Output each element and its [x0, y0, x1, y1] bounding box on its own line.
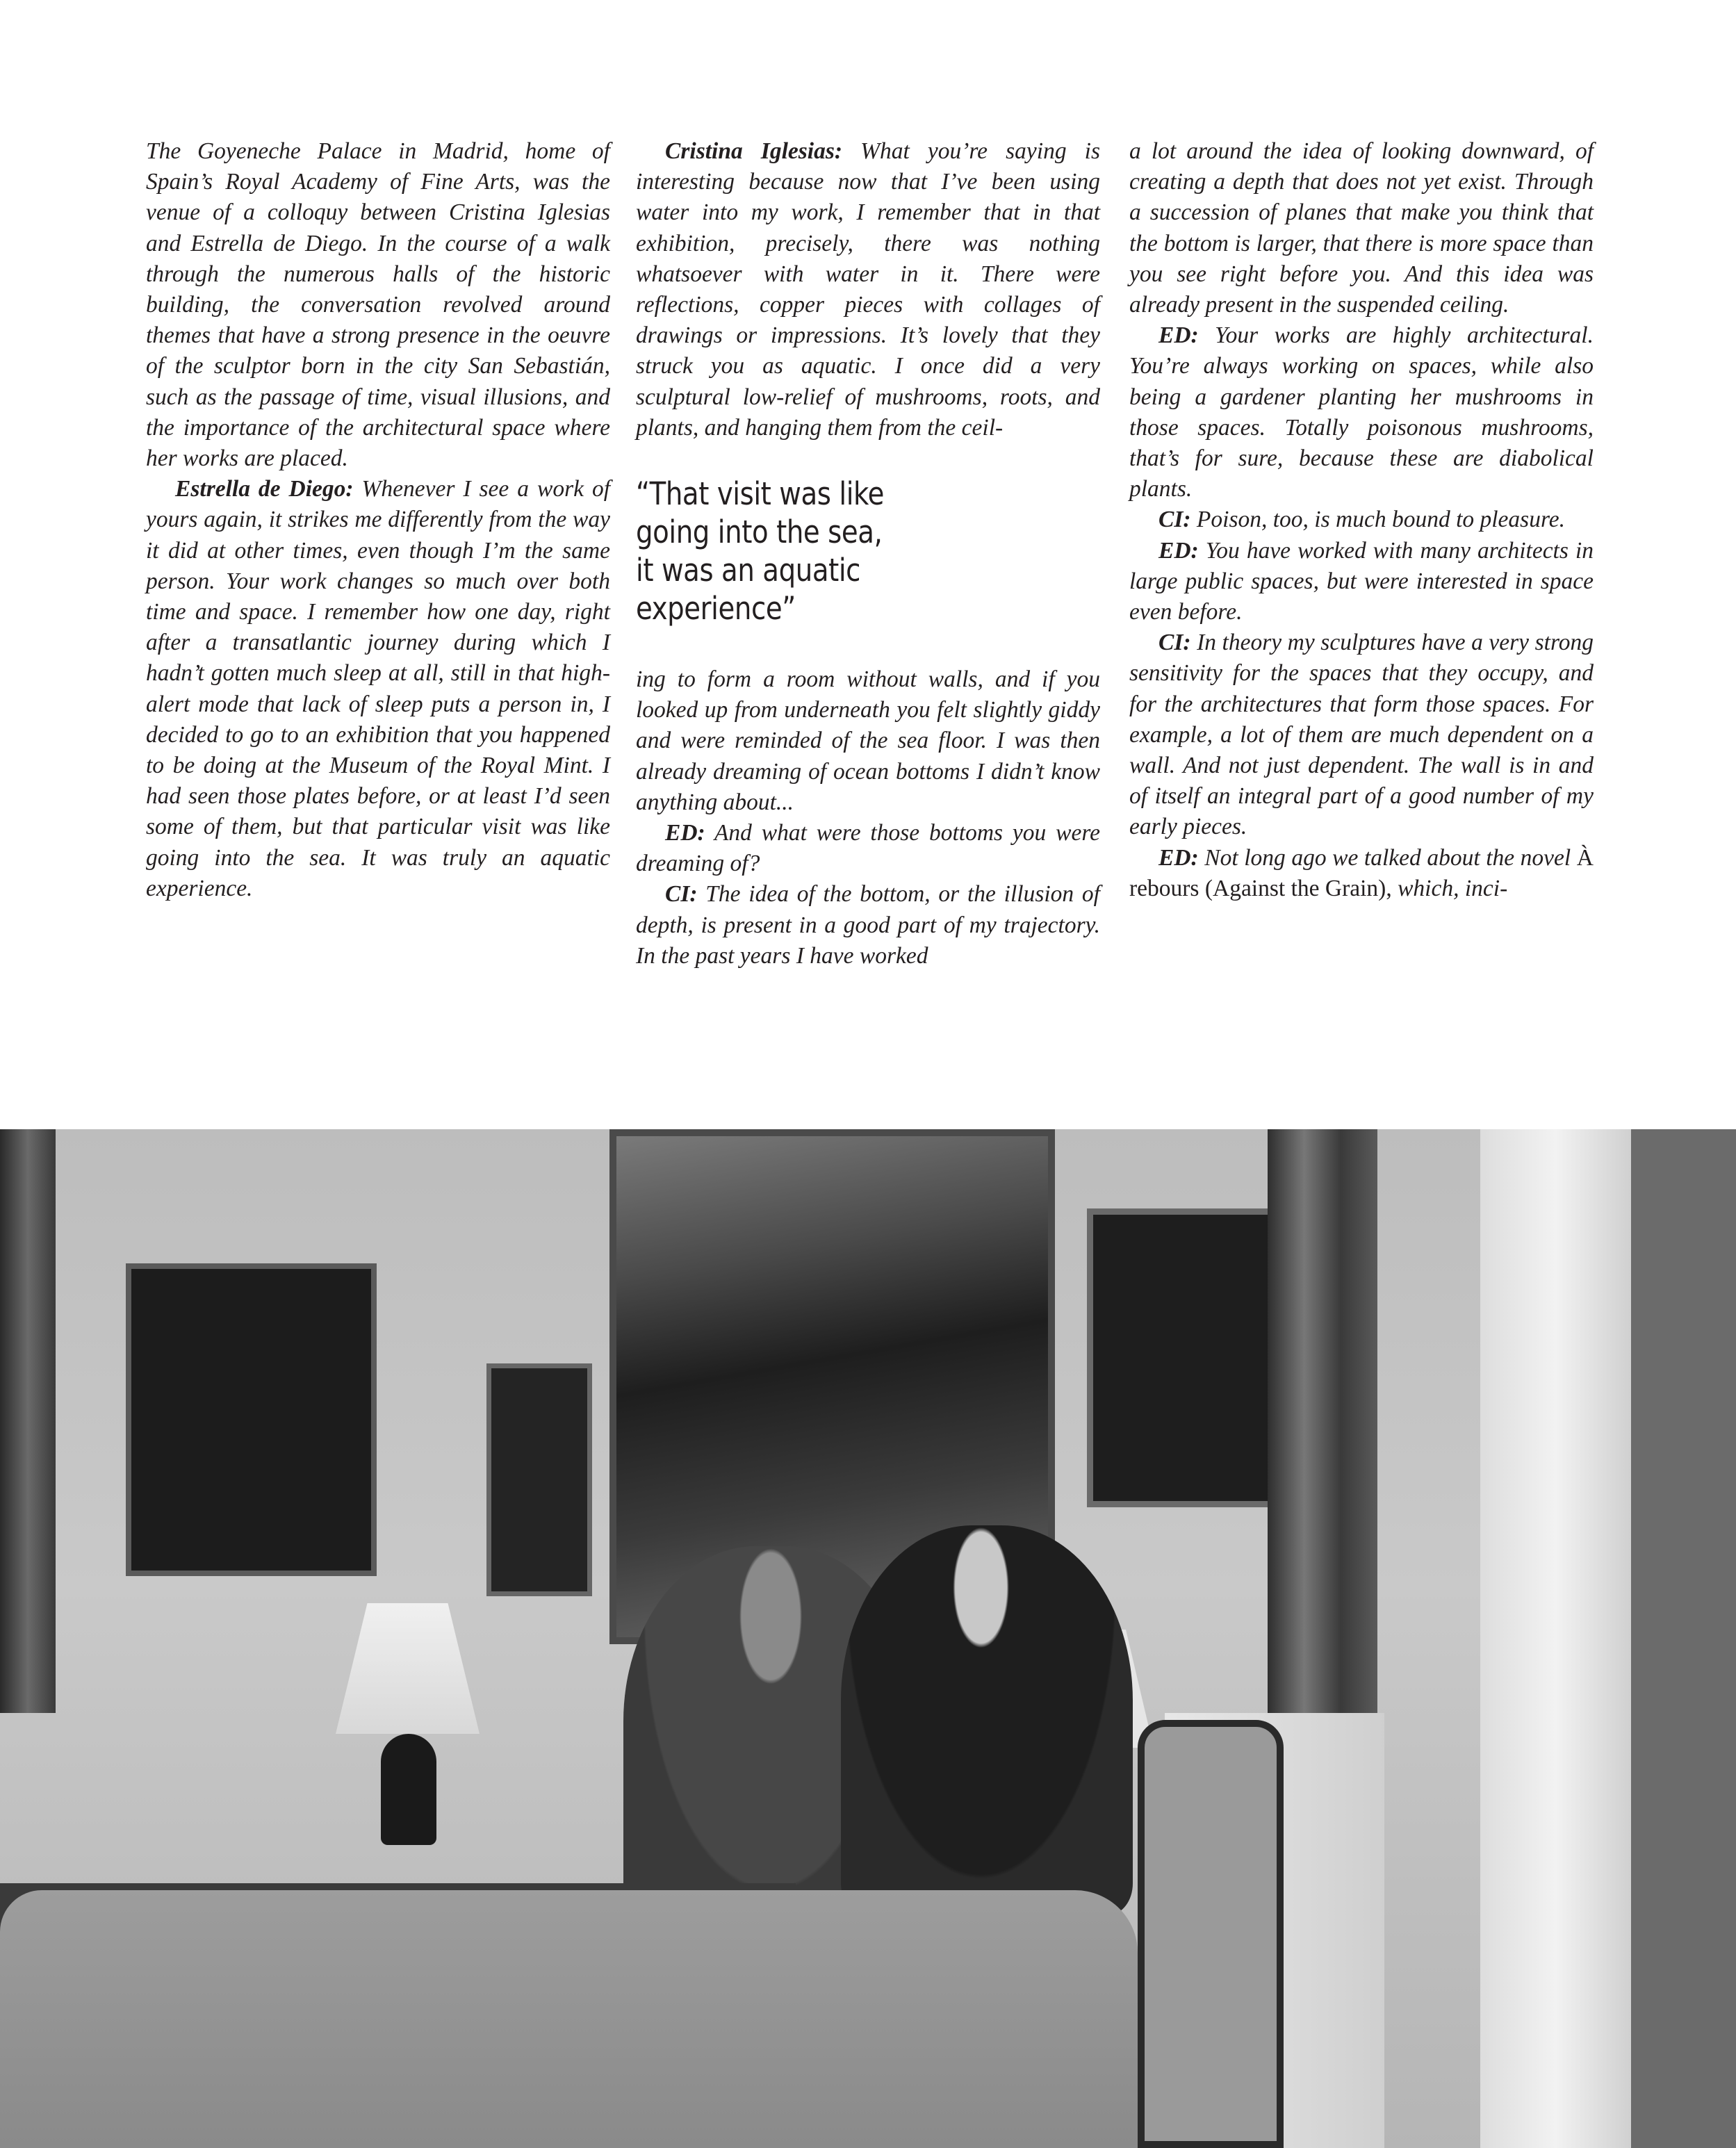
paragraph: a lot around the idea of looking downward, of creating a depth that does not yet exist. Through a succession of planes that make you think that the bottom is larger, that there is more space than you see right before you. And this idea was already present in the suspended ceiling.	[1129, 138, 1594, 318]
speaker-label: ED:	[1158, 322, 1199, 349]
marble-column-right	[1268, 1129, 1377, 1713]
paragraph	[636, 818, 1100, 879]
paragraph-text: What you’re saying is interesting because now that I’ve been using water into my work, I remember that in that exhibition, precisely, there was nothing whatsoever with water in it. There were reflections, copper pieces with collages of drawings or impressions. It’s lovely that they struck you as aquatic. I once did a very sculptural low-relief of mushrooms, roots, and plants, and hanging them from the ceil-	[636, 138, 1100, 441]
article-column-2-continued	[636, 664, 1100, 971]
paragraph-text: And what were those bottoms you were dreaming of?	[636, 820, 1100, 877]
paragraph	[1129, 843, 1594, 904]
book-title: À rebours (Against the Grain),	[1129, 844, 1594, 901]
pull-quote-line: “That visit was like	[636, 475, 885, 512]
article-column-3	[1129, 136, 1594, 904]
wall-right-dark	[1631, 1129, 1736, 2148]
lamp-base	[381, 1734, 436, 1845]
article-column-1	[146, 136, 610, 904]
paragraph-text: Your works are highly architectural. You’re always working on spaces, while also being a gardener planting her mushrooms in those spaces. Totally poisonous mushrooms, that’s for sure, because these are diabolical plants.	[1129, 322, 1594, 502]
paragraph	[146, 474, 610, 904]
paragraph-text: Not long ago we talked about the novel	[1198, 844, 1577, 871]
paragraph	[1129, 536, 1594, 628]
person-woman	[841, 1525, 1133, 1915]
speaker-label: CI:	[1158, 630, 1191, 656]
painting-small	[486, 1363, 592, 1596]
paragraph-text: You have worked with many architects in large public spaces, but were interested in space even before.	[1129, 537, 1594, 625]
speaker-label: CI:	[1158, 507, 1191, 533]
paragraph	[636, 879, 1100, 971]
paragraph-text: In theory my sculptures have a very strong sensitivity for the spaces that they occupy, and for the architectures that form those spaces. For example, a lot of them are much dependent on a wall. And not just dependent. The wall is in and of itself an integral part of a good number of my early pieces.	[1129, 630, 1594, 840]
paragraph: ing to form a room without walls, and if you looked up from underneath you felt slightly giddy and were reminded of the sea floor. I was then already dreaming of ocean bottoms I didn’t know anything about...	[636, 666, 1100, 815]
speaker-label: CI:	[665, 881, 698, 908]
speaker-label: ED:	[665, 820, 705, 846]
speaker-label: Cristina Iglesias:	[665, 138, 843, 164]
pilaster-white	[1480, 1129, 1631, 2148]
intro-paragraph: The Goyeneche Palace in Madrid, home of Spain’s Royal Academy of Fine Arts, was the venue of a colloquy between Cristina Iglesias and Estrella de Diego. In the course of a walk through the numerous halls of the historic building, the conversation revolved around themes that have a strong presence in the oeuvre of the sculptor born in the city San Sebastián, such as the passage of time, visual illusions, and the importance of the architectural space where her works are placed.	[146, 138, 610, 472]
painting-left	[126, 1263, 377, 1576]
speaker-label: ED:	[1158, 537, 1199, 564]
paragraph	[1129, 628, 1594, 842]
paragraph-text: Whenever I see a work of yours again, it strikes me differently from the way it did at other times, even though I’m the same person. Your work changes so much over both time and space. I remember how one day, right after a transatlantic journey during which I hadn’t gotten much sleep at all, still in that high-alert mode that lack of sleep puts a person in, I decided to go to an exhibition that you happened to be doing at the Museum of the Royal Mint. I had seen those plates before, or at least I’d seen some of them, but that particular visit was like going into the sea. It was truly an aquatic experience.	[146, 476, 611, 901]
article-column-2	[636, 136, 1100, 443]
paragraph-text: The idea of the bottom, or the illusion of depth, is present in a good part of my trajectory. In the past years I have worked	[636, 881, 1100, 969]
paragraph-text: which, inci-	[1391, 875, 1508, 901]
paragraph	[636, 136, 1100, 443]
speaker-label: Estrella de Diego:	[175, 476, 354, 502]
pull-quote-line: going into the sea,	[636, 514, 883, 550]
pull-quote	[636, 475, 1018, 628]
paragraph	[1129, 320, 1594, 505]
pull-quote-line: experience”	[636, 590, 796, 627]
speaker-label: ED:	[1158, 844, 1199, 871]
photo-conversation-in-palace	[0, 1129, 1736, 2148]
armchair	[1138, 1720, 1284, 2148]
paragraph-text: Poison, too, is much bound to pleasure.	[1190, 507, 1566, 533]
marble-column-left	[0, 1129, 56, 1713]
pull-quote-line: it was an aquatic	[636, 552, 861, 589]
lamp-shade	[336, 1603, 480, 1734]
paragraph	[1129, 505, 1594, 535]
sofa-foreground	[0, 1890, 1138, 2148]
